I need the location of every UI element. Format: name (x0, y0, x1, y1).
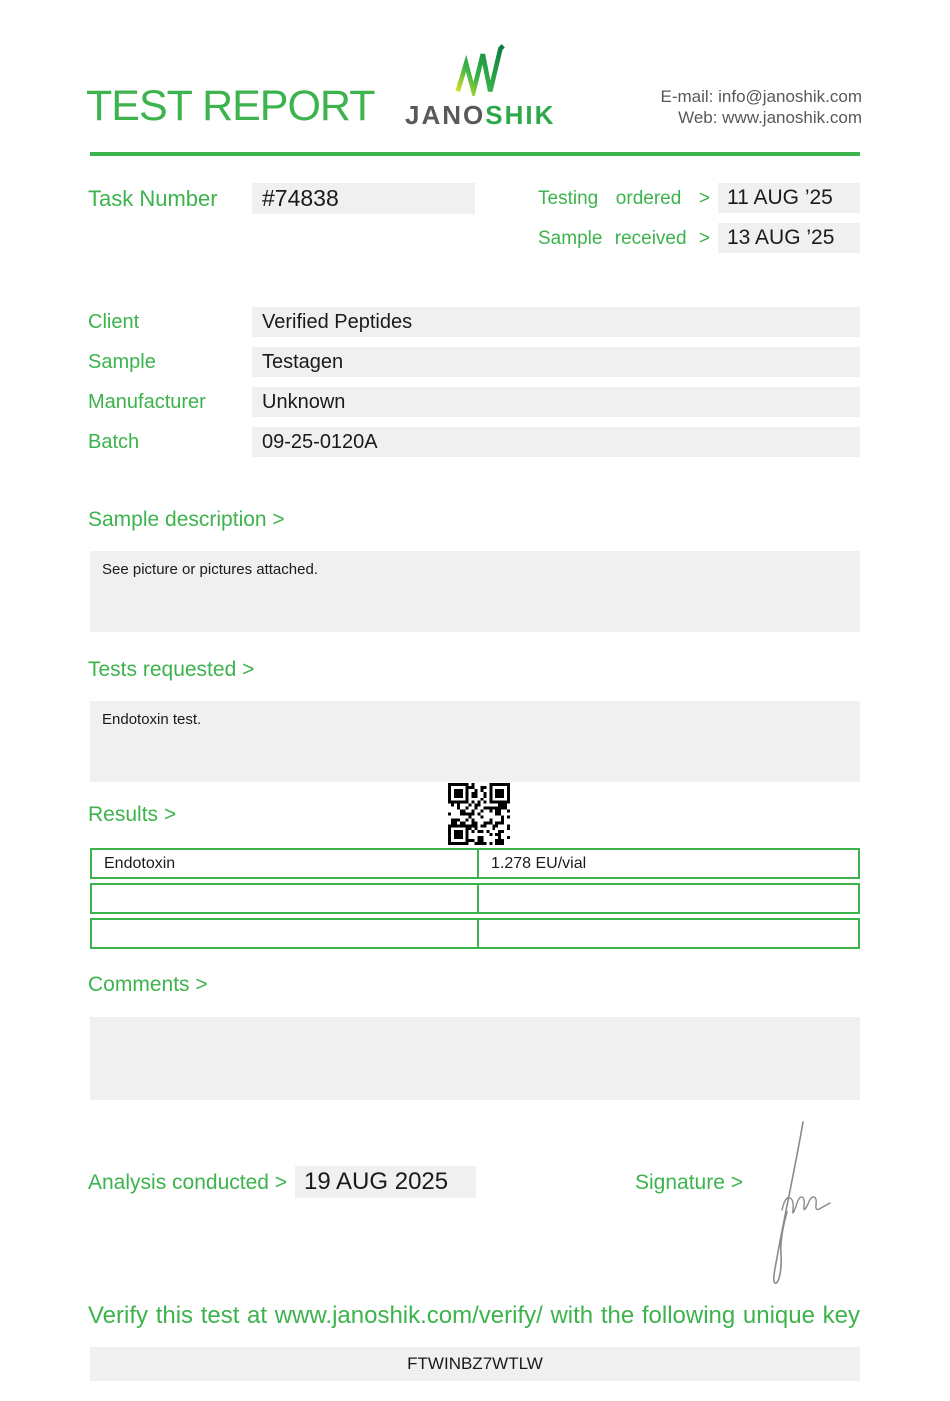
client-value: Verified Peptides (252, 307, 860, 337)
tests-requested-box: Endotoxin test. (90, 701, 860, 782)
testing-ordered-value: 11 AUG ’25 (718, 183, 860, 213)
janoshik-logo (405, 42, 555, 131)
page-title: TEST REPORT (86, 82, 375, 130)
sample-received-value: 13 AUG ’25 (718, 223, 860, 253)
logo-text-shik: SHIK (485, 100, 556, 130)
result-value-cell: 1.278 EU/vial (477, 848, 860, 879)
contact-web: Web: www.janoshik.com (678, 108, 862, 127)
comments-heading: Comments > (88, 973, 208, 996)
manufacturer-label: Manufacturer (88, 391, 206, 413)
task-number-value: #74838 (252, 183, 475, 214)
tests-requested-heading: Tests requested > (88, 658, 255, 681)
analysis-conducted-label: Analysis conducted > (88, 1171, 288, 1194)
contact-email: E-mail: info@janoshik.com (660, 87, 862, 106)
logo-text-jano: JANO (405, 100, 486, 130)
qr-code-icon (448, 783, 510, 845)
contact-info (661, 86, 863, 128)
header-divider (90, 152, 860, 156)
result-name-cell: Endotoxin (90, 848, 477, 879)
table-row (90, 848, 860, 879)
analysis-conducted-value: 19 AUG 2025 (295, 1166, 476, 1198)
sample-description-heading: Sample description > (88, 508, 285, 531)
manufacturer-value: Unknown (252, 387, 860, 417)
client-label: Client (88, 311, 140, 333)
table-row (90, 883, 860, 914)
sample-label: Sample (88, 351, 156, 373)
batch-label: Batch (88, 431, 140, 453)
sample-value: Testagen (252, 347, 860, 377)
batch-value: 09-25-0120A (252, 427, 860, 457)
result-name-cell (90, 918, 477, 949)
verify-instruction: Verify this test at www.janoshik.com/verify/ with the following unique key (88, 1302, 860, 1329)
logo-wordmark (405, 100, 555, 131)
results-table (90, 848, 860, 953)
sample-description-box: See picture or pictures attached. (90, 551, 860, 632)
results-heading: Results > (88, 803, 177, 826)
logo-chart-icon (454, 42, 506, 96)
testing-ordered-label: Testing ordered > (538, 188, 710, 209)
comments-box (90, 1017, 860, 1100)
result-value-cell (477, 883, 860, 914)
verify-key: FTWINBZ7WTLW (90, 1347, 860, 1381)
signature-icon (748, 1118, 848, 1290)
signature-label: Signature > (635, 1171, 743, 1194)
sample-received-label: Sample received > (538, 228, 710, 249)
result-name-cell (90, 883, 477, 914)
task-number-label: Task Number (88, 186, 218, 211)
table-row (90, 918, 860, 949)
result-value-cell (477, 918, 860, 949)
